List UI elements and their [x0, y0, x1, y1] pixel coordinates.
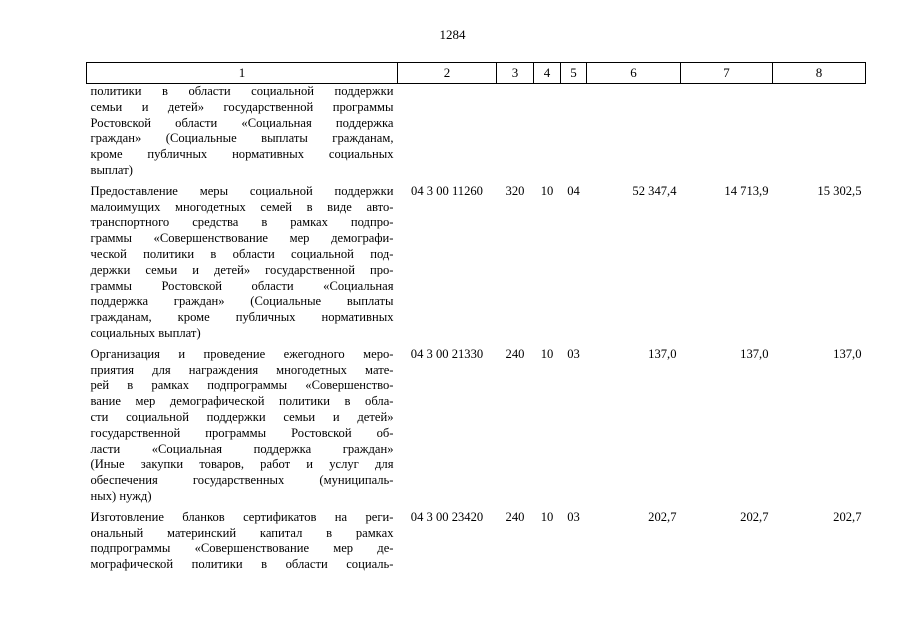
budget-table [86, 62, 866, 573]
table-header-row [87, 63, 866, 84]
name-line: политики в области социальной поддержки [90, 84, 394, 98]
column-header: 6 [587, 63, 681, 84]
amount-year1-cell: 137,0 [648, 346, 677, 361]
target-article-cell: 04 3 00 23420 [410, 509, 484, 524]
section-cell: 10 [540, 509, 554, 524]
column-header: 8 [773, 63, 866, 84]
name-line: подпрограммы «Совершенствование мер де- [90, 541, 394, 556]
column-header: 3 [497, 63, 534, 84]
expense-type-cell [497, 84, 534, 179]
section-cell [534, 84, 561, 179]
amount-year3-cell [773, 84, 866, 179]
name-line: транспортного средства в рамках подпро- [90, 215, 394, 230]
name-line: мографической политики в области социаль- [90, 557, 394, 572]
name-line: гражданам, кроме публичных нормативных [90, 310, 394, 325]
name-line: социальных выплат) [90, 325, 201, 340]
subsection-cell [561, 84, 587, 179]
name-line: ональный материнский капитал в рамках [90, 525, 394, 540]
amount-year2-cell: 137,0 [740, 346, 769, 361]
column-header: 4 [534, 63, 561, 84]
page-number: 1284 [439, 27, 466, 42]
expense-type-cell: 240 [505, 346, 525, 361]
subsection-cell: 03 [567, 509, 580, 524]
column-header: 5 [561, 63, 587, 84]
name-line: ных) нужд) [90, 488, 152, 503]
name-line: приятия для награждения многодетных мате- [90, 362, 394, 377]
item-name-cell [87, 84, 398, 179]
subsection-cell: 04 [567, 183, 580, 198]
name-line: семьи и детей» государственной программы [90, 99, 394, 114]
amount-year2-cell: 202,7 [740, 509, 769, 524]
target-article-cell [398, 84, 497, 179]
amount-year2-cell: 14 713,9 [724, 183, 769, 198]
name-line: вание мер демографической политики в обла- [90, 394, 394, 409]
name-line: кроме публичных нормативных социальных [90, 147, 394, 162]
amount-year1-cell: 202,7 [648, 509, 677, 524]
name-line: ласти «Социальная поддержка граждан» [90, 441, 394, 456]
column-header: 7 [681, 63, 773, 84]
name-line: сти социальной поддержки семьи и детей» [90, 409, 394, 424]
name-line: граммы «Совершенствование мер демографи- [90, 231, 394, 246]
name-line: Предоставление меры социальной поддержки [90, 183, 394, 198]
name-line: Организация и проведение ежегодного меро- [90, 346, 394, 361]
amount-year1-cell [587, 84, 681, 179]
item-name-cell [87, 505, 398, 573]
name-line: граждан» (Социальные выплаты гражданам, [90, 131, 394, 146]
name-line: обеспечения государственных (муниципаль- [90, 473, 394, 488]
table-row [87, 342, 866, 505]
section-cell: 10 [540, 183, 554, 198]
name-line: государственной программы Ростовской об- [90, 425, 394, 440]
name-line: Ростовской области «Социальная поддержка [90, 115, 394, 130]
target-article-cell: 04 3 00 11260 [411, 183, 483, 198]
amount-year3-cell: 15 302,5 [817, 183, 862, 198]
subsection-cell: 03 [567, 346, 580, 361]
amount-year2-cell [681, 84, 773, 179]
expense-type-cell: 240 [505, 509, 525, 524]
item-name-cell [87, 179, 398, 342]
section-cell: 10 [540, 346, 554, 361]
name-line: поддержка граждан» (Социальные выплаты [90, 294, 394, 309]
amount-year1-cell: 52 347,4 [632, 183, 677, 198]
item-name-cell [87, 342, 398, 505]
name-line: ческой политики в области социальной под- [90, 246, 394, 261]
name-line: выплат) [90, 162, 133, 177]
name-line: рей в рамках подпрограммы «Совершенство- [90, 378, 394, 393]
table-row [87, 179, 866, 342]
table-row [87, 505, 866, 573]
expense-type-cell: 320 [505, 183, 525, 198]
table-row [87, 84, 866, 179]
amount-year3-cell: 137,0 [833, 346, 862, 361]
target-article-cell: 04 3 00 21330 [410, 346, 484, 361]
name-line: Изготовление бланков сертификатов на реги- [90, 509, 394, 524]
name-line: держки семьи и детей» государственной про- [90, 262, 394, 277]
name-line: (Иные закупки товаров, работ и услуг для [90, 457, 394, 472]
column-header: 2 [398, 63, 497, 84]
name-line: граммы Ростовской области «Социальная [90, 278, 394, 293]
name-line: малоимущих многодетных семей в виде авто- [90, 199, 394, 214]
amount-year3-cell: 202,7 [833, 509, 862, 524]
column-header: 1 [87, 63, 398, 84]
